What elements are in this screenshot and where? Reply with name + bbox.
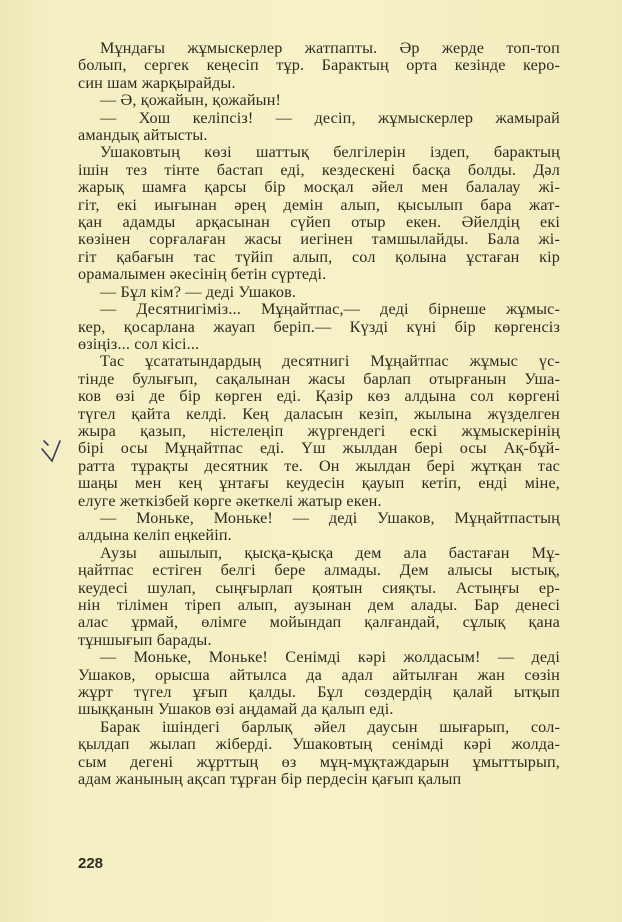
paragraph [78,649,560,719]
paragraph [78,92,560,109]
text-line: — Десятнигіміз... Мұңайтпас,— деді бірнеше жұмыс- [100,300,560,319]
text-line: қан адамды арқасынан сүйеп отыр екен. Әйелдің екі [78,213,560,232]
text-line: — Бұл кім? — деді Ушаков. [100,282,297,301]
text-line: ңайтпас естіген белгі бере алмады. Дем алысы ыстық, [78,561,560,580]
text-line: Ушаков, орысша айтылса да адал айтылған жан сөзін [78,665,560,684]
text-line: өзіңіз... сол кісі... [78,334,200,353]
text-line: сым дегені жұрттың өз мұң-мұқтаждарын ұмыттырып, [78,752,560,771]
text-line: ков өзі де бір көрген еді. Қазір көз алдына сол көргені [78,387,560,406]
paragraph [78,353,560,510]
text-line: син шам жарқырайды. [78,73,236,92]
text-line: бірі осы Мұңайтпас еді. Үш жылдан бері осы Ақ-бұй- [78,439,560,458]
text-line: Ушаковтың көзі шаттық белгілерін іздеп, барактың [100,143,560,162]
paragraph [78,719,560,789]
text-line: — Ә, қожайын, қожайын! [100,91,282,110]
text-line: Мұндағы жұмыскерлер жатпапты. Әр жерде топ-топ [100,39,560,57]
paragraph [78,144,560,283]
text-line: Тас ұсататындардың десятнигі Мұңайтпас жұмыс үс- [100,352,560,371]
text-line: адам жанының ақсап тұрған бір пердесін қағып қалып [78,770,462,789]
text-line: көзінен сорғалаған жасы иегінен тамшылайды. Бала жі- [78,230,560,249]
body-text [78,40,560,788]
text-line: түгел қайта келді. Кең даласын кезіп, жылына жүзделген [78,404,560,423]
text-line: ішін тез тінте бастап еді, кездескені басқа болды. Дәл [78,160,560,179]
paragraph [78,301,560,353]
text-line: — Хош келіпсіз! — десіп, жұмыскерлер жамырай [100,108,560,127]
pencil-checkmark-icon [38,435,78,465]
text-line: тінде булығып, сақалынан жасы барлап отырғанын Уша- [78,369,560,388]
text-line: орамалымен әкесінің бетін сүртеді. [78,265,327,284]
paragraph [78,510,560,545]
paragraph [78,40,560,92]
text-line: — Моньке, Моньке! Сенімді кәрі жолдасым! — деді [100,648,560,667]
paragraph [78,545,560,649]
text-line: жыра қазып, ністелеңіп жүргендегі ескі жұмыскерінің [78,421,560,440]
text-line: гіт, екі иығынан әрең демін алып, қысылып бара жат- [78,195,560,214]
text-line: нін тілімен тіреп алып, аузынан дем алады. Бар денесі [78,596,560,614]
paragraph [78,110,560,145]
text-line: кеудесі шулап, сыңғырлап қоятын сияқты. Астыңғы ер- [78,578,560,597]
text-line: болып, сергек кеңесіп тұр. Бaрактың орта кезінде керо- [78,56,560,75]
text-line: елуге жеткізбей көрге әкеткелі жатыр екен. [78,491,382,510]
text-line: жарық шамға қарсы бір мосқал әйел мен балалау жі- [78,178,560,197]
text-line: алдына келіп еңкейіп. [78,526,232,545]
text-line: амандық айтысты. [78,126,208,145]
text-line: қылдап жылап жіберді. Ушаковтың сенімді кәрі жолда- [78,735,560,754]
text-line: — Моньке, Моньке! — деді Ушаков, Мұңайтпастың [100,508,560,527]
text-line: алас ұрмай, өлімге мойындап қалғандай, сұлық қана [78,613,560,632]
text-line: шаңы мен кең ұнтағы кеудесін қауып кетіп, енді міне, [78,474,560,493]
text-line: гіт қабағын тас түйіп алып, сол қолына ұстаған кір [78,247,560,266]
page-number: 228 [78,855,104,872]
text-line: кер, қосарлана жауап беріп.— Күзді күні бір көргенсіз [78,317,560,336]
text-line: Аузы ашылып, қысқа-қысқа дем ала бастаған Мұ- [100,543,560,562]
text-line: тұншығып барады. [78,630,212,649]
text-line: жұрт түгел ұғып қалды. Бұл сөздердің қалай ытқып [78,683,560,702]
text-line: Барак ішіндегі барлық әйел даусын шығарып, сол- [100,717,560,736]
paragraph [78,284,560,301]
text-line: ратта тұрақты десятник те. Он жылдан бері жұтқан тас [78,456,560,475]
text-line: шыққанын Ушаков өзі аңдамай да қалып еді. [78,700,394,719]
